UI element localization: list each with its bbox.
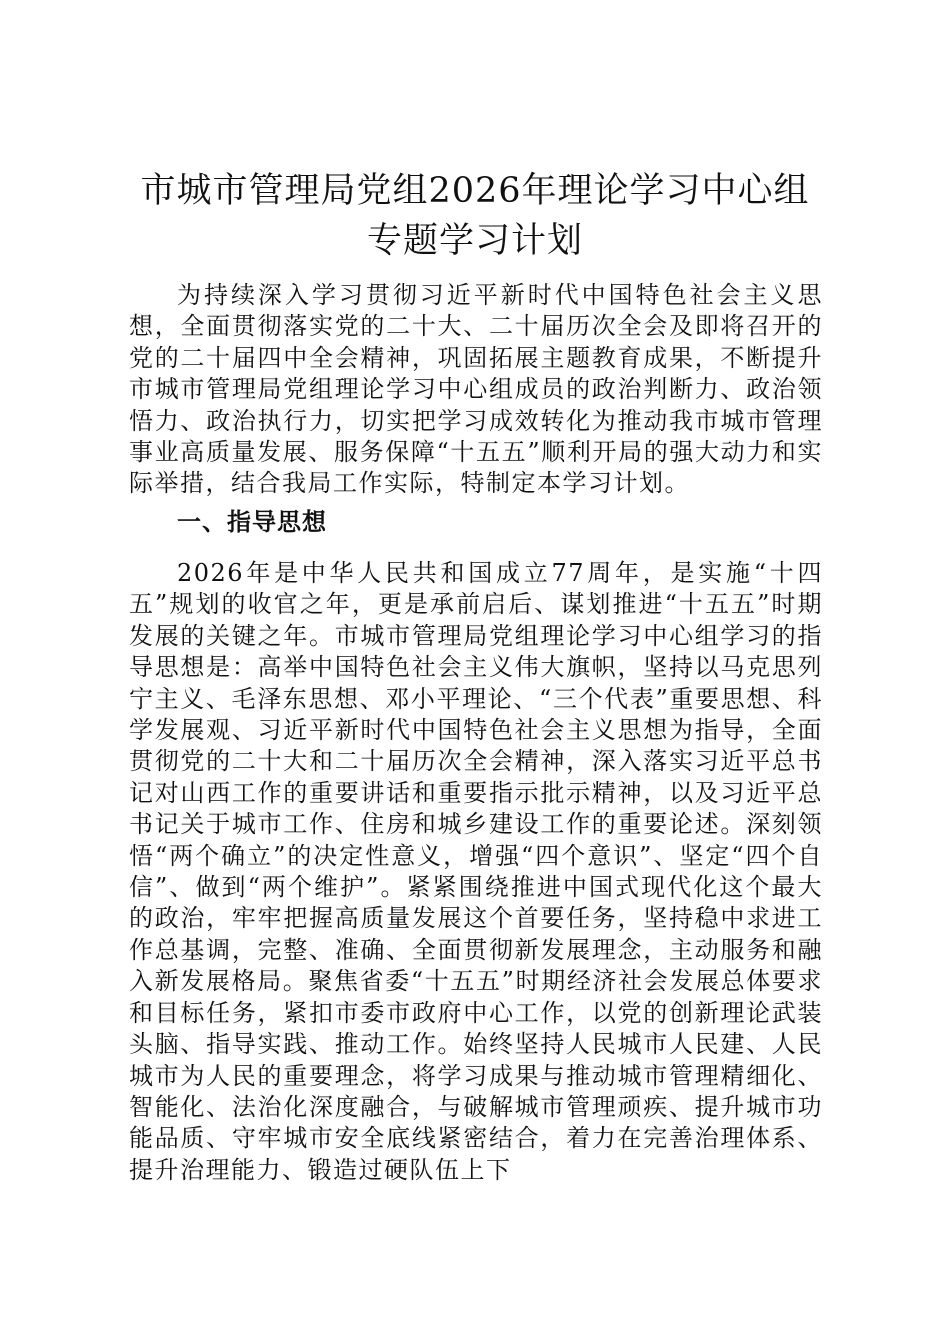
guiding-ideology-paragraph: 2026年是中华人民共和国成立77周年，是实施“十四五”规划的收官之年，更是承前启后、谋划推进“十五五”时期发展的关键之年。市城市管理局党组理论学习中心组学习的指导思想是：高举中国特色社会主义伟大旗帜，坚持以马克思列宁主义、毛泽东思想、邓小平理论、“三个代表”重要思想、科学发展观、习近平新时代中国特色社会主义思想为指导，全面贯彻党的二十大和二十届历次全会精神，深入落实习近平总书记对山西工作的重要讲话和重要指示批示精神，以及习近平总书记关于城市工作、住房和城乡建设工作的重要论述。深刻领悟“两个确立”的决定性意义，增强“四个意识”、坚定“四个自信”、做到“两个维护”。紧紧围绕推进中国式现代化这个最大的政治，牢牢把握高质量发展这个首要任务，坚持稳中求进工作总基调，完整、准确、全面贯彻新发展理念，主动服务和融入新发展格局。聚焦省委“十五五”时期经济社会发展总体要求和目标任务，紧扣市委市政府中心工作，以党的创新理论武装头脑、指导实践、推动工作。始终坚持人民城市人民建、人民城市为人民的重要理念，将学习成果与推动城市管理精细化、智能化、法治化深度融合，与破解城市管理顽疾、提升城市功能品质、守牢城市安全底线紧密结合，着力在完善治理体系、提升治理能力、锻造过硬队伍上下	[129, 559, 823, 1184]
section-heading-guiding-ideology: 一、指导思想	[177, 507, 327, 536]
intro-paragraph: 为持续深入学习贯彻习近平新时代中国特色社会主义思想，全面贯彻落实党的二十大、二十届历次全会及即将召开的党的二十届四中全会精神，巩固拓展主题教育成果，不断提升市城市管理局党组理论学习中心组成员的政治判断力、政治领悟力、政治执行力，切实把学习成效转化为推动我市城市管理事业高质量发展、服务保障“十五五”顺利开局的强大动力和实际举措，结合我局工作实际，特制定本学习计划。	[129, 281, 823, 498]
document-title: 市城市管理局党组2026年理论学习中心组专题学习计划	[140, 171, 810, 261]
